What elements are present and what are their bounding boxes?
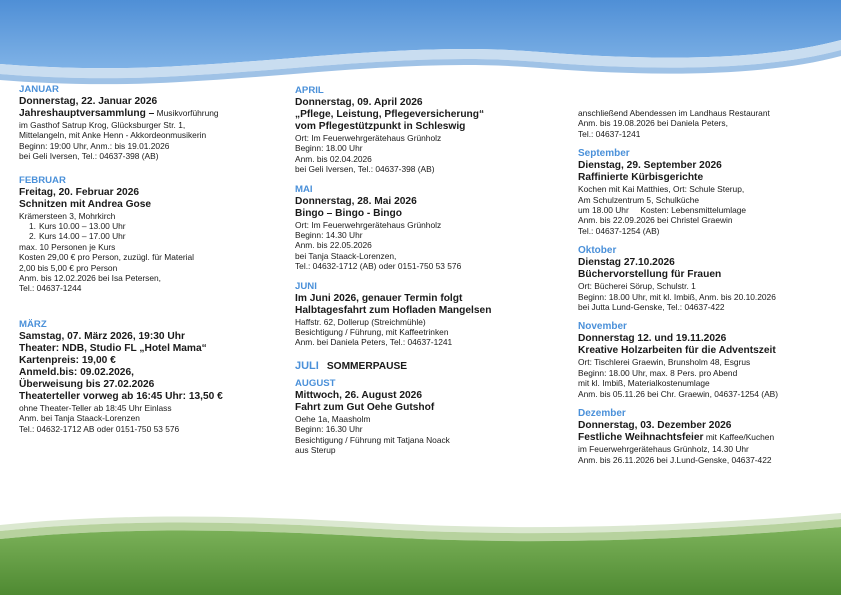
event-detail: Anm. bei Daniela Peters, Tel.: 04637-1241 [295, 337, 453, 348]
event-bold-line: Theater: NDB, Studio FL „Hotel Mama“ [19, 342, 207, 354]
event-detail: Kochen mit Kai Matthies, Ort: Schule Sterup, [578, 184, 745, 195]
event-title-line [578, 432, 833, 444]
event-bold-line: Samstag, 07. März 2026, 19:30 Uhr [19, 330, 185, 342]
event-detail: Tel.: 04637-1254 (AB) [578, 225, 660, 236]
event-detail: Beginn: 18.00 Uhr [295, 143, 363, 154]
event-title: Büchervorstellung für Frauen [578, 269, 722, 281]
month-label: APRIL [295, 85, 324, 96]
event-detail: bei Tanja Staack-Lorenzen, [295, 250, 397, 261]
event-detail: Anm. bis 19.08.2026 bei Daniela Peters, [578, 118, 728, 129]
event-detail: Beginn: 18.00 Uhr, max. 8 Pers. pro Abend [578, 367, 738, 378]
event-date: Donnerstag 12. und 19.11.2026 [578, 333, 727, 345]
event-title: Kreative Holzarbeiten für die Adventszeit [578, 345, 776, 357]
section-juli [295, 360, 555, 372]
month-label: November [578, 321, 627, 333]
event-detail: ohne Theater-Teller ab 18:45 Uhr Einlass [19, 402, 172, 413]
event-detail: aus Sterup [295, 445, 336, 456]
month-label: JANUAR [19, 84, 59, 95]
event-detail: Tel.: 04632-1712 (AB) oder 0151-750 53 576 [295, 261, 462, 272]
month-label: September [578, 148, 630, 160]
section-september [578, 148, 833, 236]
month-label: JUNI [295, 280, 317, 292]
column-right [578, 108, 833, 474]
event-detail: im Feuerwehrgerätehaus Grünholz, 14.30 Uhr [578, 444, 749, 455]
list-item: 1. Kurs 10.00 – 13.00 Uhr [29, 221, 126, 232]
event-title: Halbtagesfahrt zum Hofladen Mangelsen [295, 304, 492, 316]
event-detail: bei Geli Iversen, Tel.: 04637-398 (AB) [19, 151, 159, 162]
top-wave-decoration [0, 0, 841, 90]
column-left [19, 84, 277, 443]
section-januar [19, 84, 277, 162]
event-title: Im Juni 2026, genauer Termin folgt [295, 292, 463, 304]
section-oktober [578, 245, 833, 312]
event-detail: Beginn: 16.30 Uhr [295, 424, 363, 435]
event-detail: Am Schulzentrum 5, Schulküche [578, 194, 700, 205]
event-detail: anschließend Abendessen im Landhaus Restaurant [578, 108, 770, 118]
event-date: Donnerstag, 09. April 2026 [295, 97, 423, 108]
event-detail: Anm. bis 02.04.2026 [295, 153, 372, 164]
month-label: Dezember [578, 408, 626, 420]
event-bold-line: Theaterteller vorweg ab 16:45 Uhr: 13,50 € [19, 390, 223, 402]
event-detail: Beginn: 18.00 Uhr, mit kl. Imbiß, Anm. bis 20.10.2026 [578, 291, 776, 302]
event-detail: Ort: Bücherei Sörup, Schulstr. 1 [578, 281, 696, 292]
event-bold-line: Anmeld.bis: 09.02.2026, [19, 366, 134, 378]
event-title: Jahreshauptversammlung – [19, 108, 155, 119]
event-date: Freitag, 20. Februar 2026 [19, 186, 140, 198]
event-detail: Besichtigung / Führung mit Tatjana Noack [295, 434, 450, 445]
event-title: „Pflege, Leistung, Pflegeversicherung“ [295, 109, 485, 120]
event-detail: Besichtigung / Führung, mit Kaffeetrinken [295, 327, 449, 338]
section-dezember [578, 408, 833, 465]
event-title: Fahrt zum Gut Oehe Gutshof [295, 401, 435, 413]
event-detail: Anm. bei Tanja Staack-Lorenzen [19, 413, 140, 424]
month-label: MAI [295, 183, 313, 195]
section-juni [295, 281, 555, 348]
event-title-line [19, 108, 277, 120]
event-detail: Tel.: 04632-1712 AB oder 0151-750 53 576 [19, 423, 180, 434]
section-april [295, 85, 555, 175]
month-label: Oktober [578, 245, 617, 257]
section-november [578, 321, 833, 399]
event-title: Raffinierte Kürbisgerichte [578, 172, 704, 184]
event-bold-line: Überweisung bis 27.02.2026 [19, 378, 155, 390]
event-detail: bei Geli Iversen, Tel.: 04637-398 (AB) [295, 164, 435, 175]
event-detail: max. 10 Personen je Kurs [19, 241, 116, 252]
section-maerz [19, 319, 277, 434]
month-label: JULI [295, 359, 319, 372]
event-place: Krämersteen 3, Mohrkirch [19, 210, 116, 221]
event-bold-line: Kartenpreis: 19,00 € [19, 354, 116, 366]
event-date: Donnerstag, 22. Januar 2026 [19, 96, 158, 107]
event-detail: Tel.: 04637-1241 [578, 128, 641, 139]
bottom-wave-decoration [0, 505, 841, 595]
month-label: AUGUST [295, 377, 336, 389]
event-title: Festliche Weihnachtsfeier [578, 432, 704, 444]
event-detail: Tel.: 04637-1244 [19, 283, 82, 294]
column-middle [295, 85, 555, 465]
event-detail: Kosten 29,00 € pro Person, zuzügl. für Material [19, 252, 195, 263]
event-detail: Anm. bis 12.02.2026 bei Isa Petersen, [19, 273, 161, 284]
event-detail: bei Jutta Lund-Genske, Tel.: 04637-422 [578, 302, 725, 313]
event-detail: um 18.00 Uhr Kosten: Lebensmittelumlage [578, 205, 747, 216]
list-item: 2. Kurs 14.00 – 17.00 Uhr [29, 231, 126, 242]
event-title: Schnitzen mit Andrea Gose [19, 198, 152, 210]
section-februar [19, 175, 277, 294]
event-detail: Beginn: 19:00 Uhr, Anm.: bis 19.01.2026 [19, 140, 170, 151]
event-title: vom Pflegestützpunkt in Schleswig [295, 121, 466, 132]
section-august-continued [578, 108, 833, 139]
event-detail: Ort: Im Feuerwehrgerätehaus Grünholz [295, 133, 442, 143]
event-detail: im Gasthof Satrup Krog, Glücksburger Str. 1, [19, 120, 186, 130]
event-title-rest: Musikvorführung [154, 108, 219, 118]
event-date: Mittwoch, 26. August 2026 [295, 389, 422, 401]
event-date: Donnerstag, 28. Mai 2026 [295, 195, 417, 207]
event-date: Dienstag, 29. September 2026 [578, 160, 722, 172]
event-detail: Ort: Tischlerei Graewin, Brunsholm 48, Esgrus [578, 357, 751, 368]
event-detail: Anm. bis 22.05.2026 [295, 240, 372, 251]
month-label: FEBRUAR [19, 174, 66, 186]
event-detail: Haffstr. 62, Dollerup (Streichmühle) [295, 316, 426, 327]
event-date: Donnerstag, 03. Dezember 2026 [578, 420, 732, 432]
event-detail: Anm. bis 05.11.26 bei Chr. Graewin, 04637-1254 (AB) [578, 388, 779, 399]
event-detail: Ort: Im Feuerwehrgerätehaus Grünholz [295, 219, 442, 230]
event-detail: Anm. bis 26.11.2026 bei J.Lund-Genske, 04637-422 [578, 454, 772, 465]
event-detail: mit kl. Imbiß, Materialkostenumlage [578, 378, 710, 389]
event-detail: Oehe 1a, Maasholm [295, 413, 371, 424]
event-detail: Beginn: 14.30 Uhr [295, 230, 363, 241]
event-detail: Anm. bis 22.09.2026 bei Christel Graewin [578, 215, 733, 226]
course-list [19, 221, 277, 242]
event-detail: Mittelangeln, mit Anke Henn - Akkordeonmusikerin [19, 130, 207, 141]
event-detail: 2,00 bis 5,00 € pro Person [19, 262, 118, 273]
section-august [295, 378, 555, 456]
month-label: MÄRZ [19, 318, 47, 330]
event-title: Bingo – Bingo - Bingo [295, 207, 402, 219]
event-title-rest: mit Kaffee/Kuchen [703, 432, 775, 443]
event-date: Dienstag 27.10.2026 [578, 257, 675, 269]
summer-break-label: SOMMERPAUSE [326, 360, 408, 372]
section-mai [295, 184, 555, 272]
